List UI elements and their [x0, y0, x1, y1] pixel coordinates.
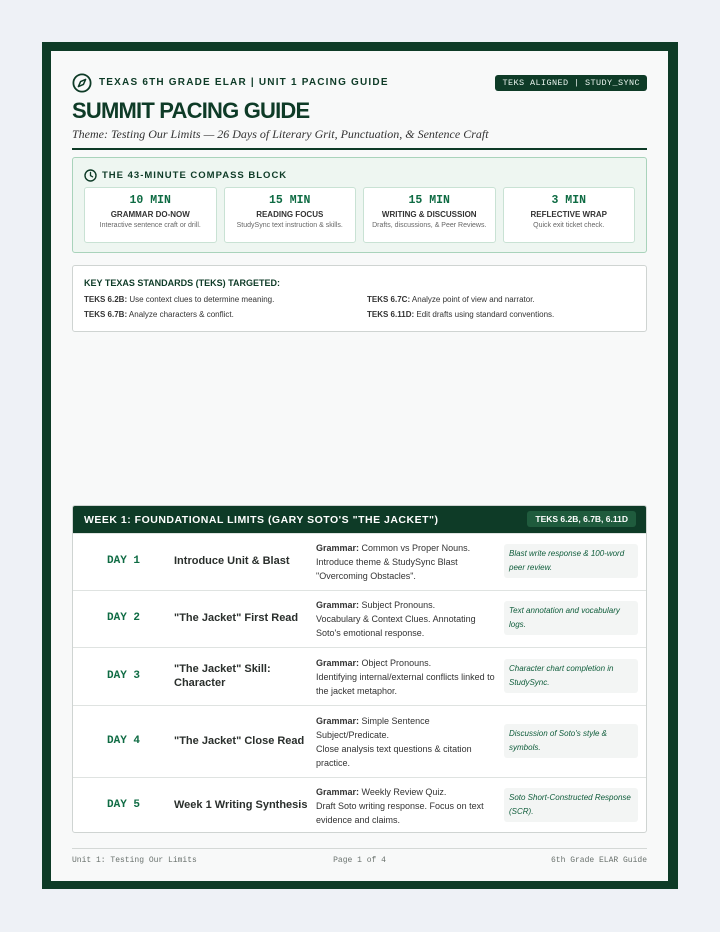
- segment-desc: Drafts, discussions, & Peer Reviews.: [372, 222, 487, 229]
- grammar-label: Grammar:: [316, 543, 360, 553]
- week-title: WEEK 1: FOUNDATIONAL LIMITS (GARY SOTO'S "THE JACKET"): [84, 514, 439, 526]
- day-detail: [316, 785, 501, 827]
- segment-desc: Interactive sentence craft or drill.: [99, 222, 201, 229]
- assessment-note: Text annotation and vocabulary logs.: [504, 601, 638, 635]
- title-divider: [72, 148, 647, 150]
- grammar-label: Grammar:: [316, 600, 360, 610]
- aligned-badge: TEKS ALIGNED | STUDY_SYNC: [495, 75, 647, 91]
- grammar-text: Simple Sentence Subject/Predicate.: [316, 716, 430, 740]
- day-label: DAY 1: [107, 555, 141, 567]
- segment-label: GRAMMAR DO-NOW: [110, 210, 190, 219]
- block-segment: [224, 187, 357, 243]
- teks-text: Analyze point of view and narrator.: [411, 295, 535, 304]
- teks-code: TEKS 6.11D:: [367, 310, 415, 319]
- grammar-label: Grammar:: [316, 658, 360, 668]
- day-topic: Introduce Unit & Blast: [174, 555, 290, 567]
- teks-code: TEKS 6.2B:: [84, 295, 128, 304]
- grammar-text: Common vs Proper Nouns.: [361, 543, 471, 553]
- segment-time: 15 MIN: [269, 194, 311, 207]
- teks-panel: [72, 265, 647, 332]
- block-title: THE 43-MINUTE COMPASS BLOCK: [102, 170, 288, 181]
- teks-title: KEY TEXAS STANDARDS (TEKS) TARGETED:: [84, 278, 281, 288]
- segment-label: WRITING & DISCUSSION: [381, 210, 477, 219]
- day-topic: "The Jacket" Skill: Character: [174, 663, 271, 689]
- table-row: [73, 647, 646, 706]
- grammar-label: Grammar:: [316, 716, 360, 726]
- day-label: DAY 5: [107, 799, 141, 811]
- eyebrow-text: TEXAS 6TH GRADE ELAR | UNIT 1 PACING GUIDE: [99, 77, 389, 88]
- footer-guide: 6th Grade ELAR Guide: [550, 856, 647, 865]
- teks-text: Use context clues to determine meaning.: [129, 295, 275, 304]
- table-row: [73, 705, 646, 778]
- table-row: [73, 590, 646, 648]
- document-page: [51, 51, 668, 881]
- week-header: [73, 506, 646, 533]
- teks-text: Edit drafts using standard conventions.: [416, 310, 555, 319]
- footer-unit: Unit 1: Testing Our Limits: [72, 856, 197, 865]
- segment-label: REFLECTIVE WRAP: [530, 210, 607, 219]
- week-1-table: [72, 505, 647, 833]
- block-segment: [363, 187, 496, 243]
- block-segment: [503, 187, 636, 243]
- day-detail: [316, 598, 501, 640]
- day-topic: "The Jacket" First Read: [174, 612, 299, 624]
- day-label: DAY 2: [107, 612, 141, 624]
- teks-code: TEKS 6.7B:: [84, 310, 128, 319]
- segment-label: READING FOCUS: [256, 210, 324, 219]
- teks-item: [367, 295, 535, 304]
- day-detail: [316, 656, 501, 698]
- assessment-note: Blast write response & 100-word peer review.: [504, 544, 638, 578]
- grammar-text: Object Pronouns.: [361, 658, 432, 668]
- day-detail: [316, 541, 501, 583]
- teks-item: [84, 295, 274, 304]
- assessment-note: Discussion of Soto's style & symbols.: [504, 724, 638, 758]
- page-title: SUMMIT PACING GUIDE: [72, 98, 310, 123]
- segment-desc: StudySync text instruction & skills.: [236, 222, 343, 229]
- block-segment: [84, 187, 217, 243]
- theme-subtitle: Theme: Testing Our Limits — 26 Days of Literary Grit, Punctuation, & Sentence Craft: [72, 127, 489, 141]
- footer-page-number: Page 1 of 4: [333, 856, 386, 865]
- header-bar: [72, 73, 647, 93]
- grammar-text: Weekly Review Quiz.: [361, 787, 447, 797]
- table-row: [73, 533, 646, 591]
- day-topic: "The Jacket" Close Read: [174, 735, 305, 747]
- segment-desc: Quick exit ticket check.: [533, 222, 605, 229]
- table-row: [73, 777, 646, 833]
- compass-icon: [72, 73, 92, 93]
- day-label: DAY 3: [107, 670, 141, 682]
- page-footer: [72, 848, 647, 863]
- week-teks-badge: TEKS 6.2B, 6.7B, 6.11D: [527, 511, 636, 527]
- detail-text: Close analysis text questions & citation practice.: [316, 744, 472, 768]
- compass-block: [72, 157, 647, 253]
- detail-text: Draft Soto writing response. Focus on text evidence and claims.: [316, 801, 484, 825]
- detail-text: Introduce theme & StudySync Blast "Overcoming Obstacles".: [316, 557, 458, 581]
- clock-icon: [84, 169, 97, 182]
- grammar-label: Grammar:: [316, 787, 360, 797]
- assessment-note: Character chart completion in StudySync.: [504, 659, 638, 693]
- segment-time: 15 MIN: [408, 194, 450, 207]
- detail-text: Vocabulary & Context Clues. Annotating Soto's emotional response.: [316, 614, 476, 638]
- teks-text: Analyze characters & conflict.: [128, 310, 234, 319]
- teks-code: TEKS 6.7C:: [367, 295, 411, 304]
- segment-time: 10 MIN: [129, 194, 171, 207]
- day-label: DAY 4: [107, 735, 141, 747]
- teks-item: [367, 310, 554, 319]
- day-detail: [316, 714, 501, 770]
- day-topic: Week 1 Writing Synthesis: [174, 799, 308, 811]
- segment-time: 3 MIN: [551, 194, 586, 207]
- grammar-text: Subject Pronouns.: [361, 600, 436, 610]
- teks-item: [84, 310, 234, 319]
- assessment-note: Soto Short-Constructed Response (SCR).: [504, 788, 638, 822]
- detail-text: Identifying internal/external conflicts linked to the jacket metaphor.: [316, 672, 495, 696]
